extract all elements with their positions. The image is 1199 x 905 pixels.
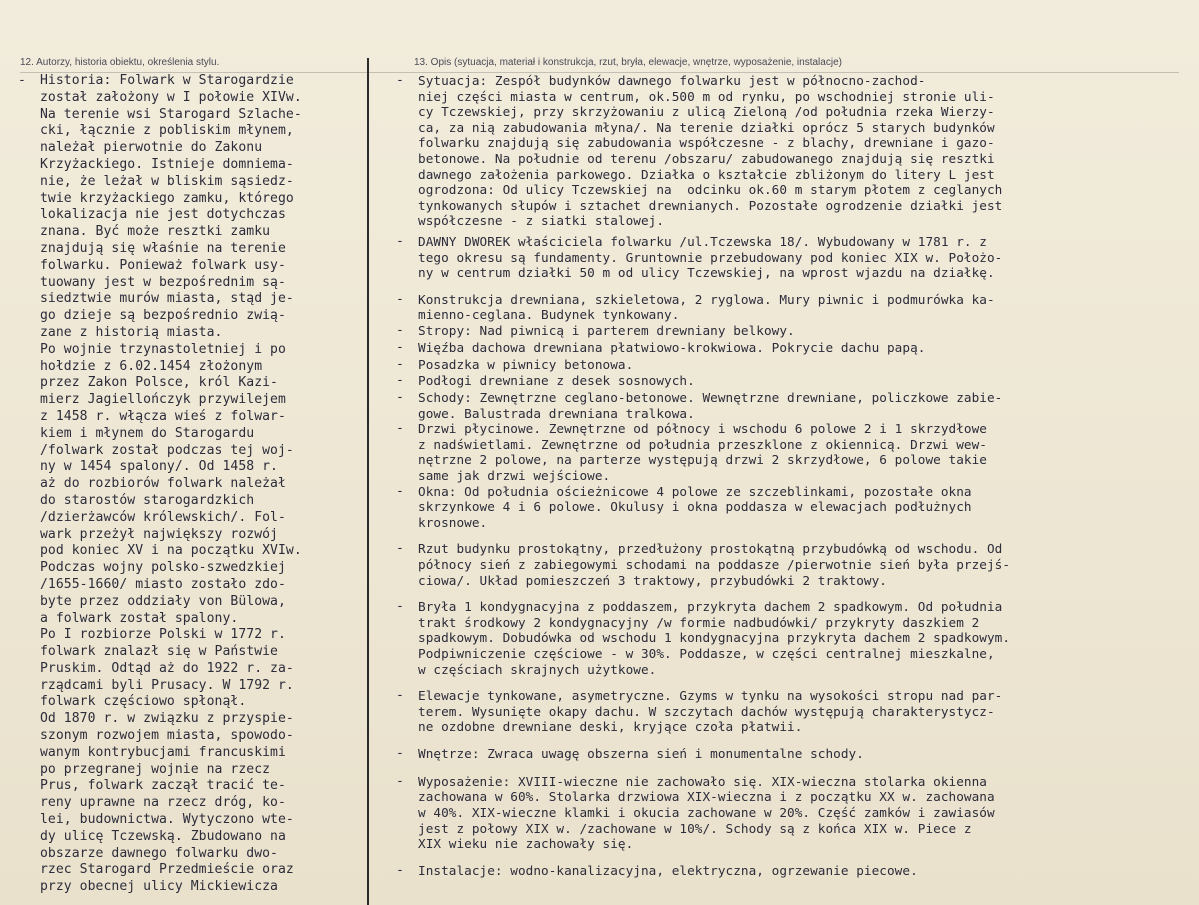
column-divider xyxy=(367,58,369,905)
paragraph-text: Drzwi płycinowe. Zewnętrzne od północy i wschodu 6 polowe 2 i 1 skrzydłowe z nadświetlami. Zewnętrzne od południa przeszklone z okiennicą. Drzwi wew- nętrzne 2 polowe, na parterze występują drzwi 2 skrzydłowe, 6 polowe takie same jak drzwi wejściowe. xyxy=(418,421,987,484)
paragraph-bullet: - xyxy=(396,421,404,437)
paragraph-cellar-floor xyxy=(396,357,1186,374)
paragraph-interior xyxy=(396,746,1186,763)
paragraph-text: Elewacje tynkowane, asymetryczne. Gzyms w tynku na wysokości stropu nad par- terem. Wysunięte okapy dachu. W szczytach dachów występują charakterystycz- ne ozdobne drewniane deski, kryjące czoła płatwii. xyxy=(418,688,1003,735)
paragraph-construction xyxy=(396,292,1186,323)
section-13-header: 13. Opis (sytuacja, materiał i konstrukcja, rzut, bryła, elewacje, wnętrze, wyposażenie, instalacje) xyxy=(414,57,842,68)
paragraph-floors xyxy=(396,373,1186,390)
paragraph-stairs xyxy=(396,390,1186,421)
paragraph-bullet: - xyxy=(396,688,404,704)
paragraph-bullet: - xyxy=(396,541,404,557)
paragraph-bullet: - xyxy=(396,373,404,389)
paragraph-bullet: - xyxy=(396,773,404,789)
paragraph-bullet: - xyxy=(396,483,404,499)
paragraph-bullet: - xyxy=(396,745,404,761)
paragraph-text: Podłogi drewniane z desek sosnowych. xyxy=(418,373,695,389)
paragraph-text: Sytuacja: Zespół budynków dawnego folwarku jest w północno-zachod- niej części miasta w centrum, ok.500 m od rynku, po wschodniej stronie uli- cy Tczewskiej, przy skrzyżowaniu z ulicą Zieloną /od południa rzeka Wierzy- ca, za nią zabudowania młyna/. Na terenie działki oprócz 5 starych budynków folwarku znajdują się zabudowania współczesne - z blachy, drewniane i gazo- betonowe. Na południe od terenu /obszaru/ zabudowanego znajdują się resztki dawnego założenia parkowego. Działka o kształcie zbliżonym do litery L jest ogrodzona: Od ulicy Tczewskiej na odcinku ok.60 m starym płotem z ceglanych tynkowanych słupów i sztachet drewnianych. Pozostałe ogrodzenie działki jest współczesne - z siatki stalowej. xyxy=(418,73,1003,229)
paragraph-furnishings xyxy=(396,774,1186,852)
paragraph-text: Instalacje: wodno-kanalizacyjna, elektryczna, ogrzewanie piecowe. xyxy=(418,862,918,878)
paragraph-roof-truss xyxy=(396,340,1186,357)
paragraph-windows xyxy=(396,484,1186,531)
description-column xyxy=(396,73,1186,880)
history-text: Historia: Folwark w Starogardzie został założony w I połowie XIVw. Na terenie wsi Starogard Szlache- cki, łącznie z pobliskim młynem, należał pierwotnie do Zakonu Krzyżackiego. Istnieje domniema- nie, że leżał w bliskim sąsiedz- twie krzyżackiego zamku, którego lokalizacja nie jest dotychczas znana. Być może resztki zamku znajdują się właśnie na terenie folwarku. Ponieważ folwark usy- tuowany jest w bezpośrednim są- siedztwie murów miasta, stąd je- go dzieje są bezpośrednio zwią- zane z historią miasta. Po wojnie trzynastoletniej i po hołdzie z 6.02.1454 złożonym przez Zakon Polsce, król Kazi- mierz Jagiellończyk przywilejem z 1458 r. włącza wieś z folwar- kiem i młynem do Starogardu /folwark został podczas tej woj- ny w 1454 spalony/. Od 1458 r. aż do rozbiorów folwark należał do starostów starogardzkich /dzierżawców królewskich/. Fol- wark przeżył największy rozwój pod koniec XV i na początku XVIw. Podczas wojny polsko-szwedzkiej /1655-1660/ miasto zostało zdo- byte przez oddziały von Bülowa, a folwark został spalony. Po I rozbiorze Polski w 1772 r. folwark znalazł się w Państwie Pruskim. Odtąd aż do 1922 r. za- rządcami byli Prusacy. W 1792 r. folwark częściowo spłonął. Od 1870 r. w związku z przyspie- szonym rozwojem miasta, spowodo- wanym kontrybucjami francuskimi po przegranej wojnie na rzecz Prus, folwark zaczął tracić te- reny uprawne na rzecz dróg, ko- lei, budownictwa. Wytyczono wte- dy ulicę Tczewską. Zbudowano na obszarze dawnego folwarku dwo- rzec Starogard Przedmieście oraz przy obecnej ulicy Mickiewicza xyxy=(40,73,302,895)
paragraph-bullet: - xyxy=(396,599,404,615)
history-bullet: - xyxy=(18,73,26,88)
paragraph-text: Wnętrze: Zwraca uwagę obszerna sień i monumentalne schody. xyxy=(418,745,864,761)
paragraph-bullet: - xyxy=(396,233,404,249)
paragraph-text: Rzut budynku prostokątny, przedłużony prostokątną przybudówką od wschodu. Od północy sień z zabiegowymi schodami na poddasze /pierwotnie sień była przejś- ciowa/. Układ pomieszczeń 3 traktowy, przybudówki 2 traktowy. xyxy=(418,541,1011,588)
section-12-header: 12. Autorzy, historia obiektu, określenia stylu. xyxy=(20,57,220,68)
paragraph-bullet: - xyxy=(396,73,404,88)
paragraph-text: Stropy: Nad piwnicą i parterem drewniany belkowy. xyxy=(418,322,795,338)
paragraph-ceilings xyxy=(396,323,1186,340)
paragraph-bullet: - xyxy=(396,322,404,338)
paragraph-text: Posadzka w piwnicy betonowa. xyxy=(418,356,634,372)
paragraph-bullet: - xyxy=(396,291,404,307)
paragraph-text: Konstrukcja drewniana, szkieletowa, 2 ryglowa. Mury piwnic i podmurówka ka- mienno-ceglana. Budynek tynkowany. xyxy=(418,291,995,323)
paragraph-bullet: - xyxy=(396,356,404,372)
paragraph-text: Okna: Od południa ościeżnicowe 4 polowe ze szczeblinkami, pozostałe okna skrzynkowe 4 i 6 polowe. Okulusy i okna poddasza w elewacjach podłużnych krosnowe. xyxy=(418,483,972,530)
paragraph-floor-plan xyxy=(396,541,1186,588)
paragraph-bullet: - xyxy=(396,390,404,406)
paragraph-text: Schody: Zewnętrzne ceglano-betonowe. Wewnętrzne drewniane, policzkowe zabie- gowe. Balustrada drewniana tralkowa. xyxy=(418,390,1003,421)
paragraph-bullet: - xyxy=(396,862,404,878)
paragraph-elevations xyxy=(396,688,1186,735)
history-column xyxy=(18,73,363,896)
paragraph-bullet: - xyxy=(396,339,404,355)
paragraph-text: DAWNY DWOREK właściciela folwarku /ul.Tczewska 18/. Wybudowany w 1781 r. z tego okresu są fundamenty. Gruntownie przebudowany pod koniec XIX w. Położo- ny w centrum działki 50 m od ulicy Tczewskiej, na wprost wjazdu na działkę. xyxy=(418,233,1003,281)
paragraph-text: Więźba dachowa drewniana płatwiowo-krokwiowa. Pokrycie dachu papą. xyxy=(418,339,926,355)
paragraph-situation xyxy=(396,73,1186,229)
paragraph-manor xyxy=(396,234,1186,281)
paragraph-doors xyxy=(396,421,1186,483)
paragraph-installations xyxy=(396,863,1186,880)
paragraph-text: Wyposażenie: XVIII-wieczne nie zachowało się. XIX-wieczna stolarka okienna zachowana w 60%. Stolarka drzwiowa XIX-wieczna i z początku XX w. zachowana w 40%. XIX-wieczne klamki i okucia zachowane w 20%. Część zamków i zawiasów jest z połowy XIX w. /zachowane w 10%/. Schody są z końca XIX w. Piece z XIX wieku nie zachowały się. xyxy=(418,773,995,852)
paragraph-massing xyxy=(396,599,1186,677)
paragraph-text: Bryła 1 kondygnacyjna z poddaszem, przykryta dachem 2 spadkowym. Od południa trakt środkowy 2 kondygnacyjny /w formie nadbudówki/ przykryty daszkiem 2 spadkowym. Dobudówka od wschodu 1 kondygnacyjna przykryta dachem 2 spadkowym. Podpiwniczenie częściowe - w 30%. Poddasze, w części centralnej mieszkalne, w częściach skrajnych użytkowe. xyxy=(418,599,1011,677)
